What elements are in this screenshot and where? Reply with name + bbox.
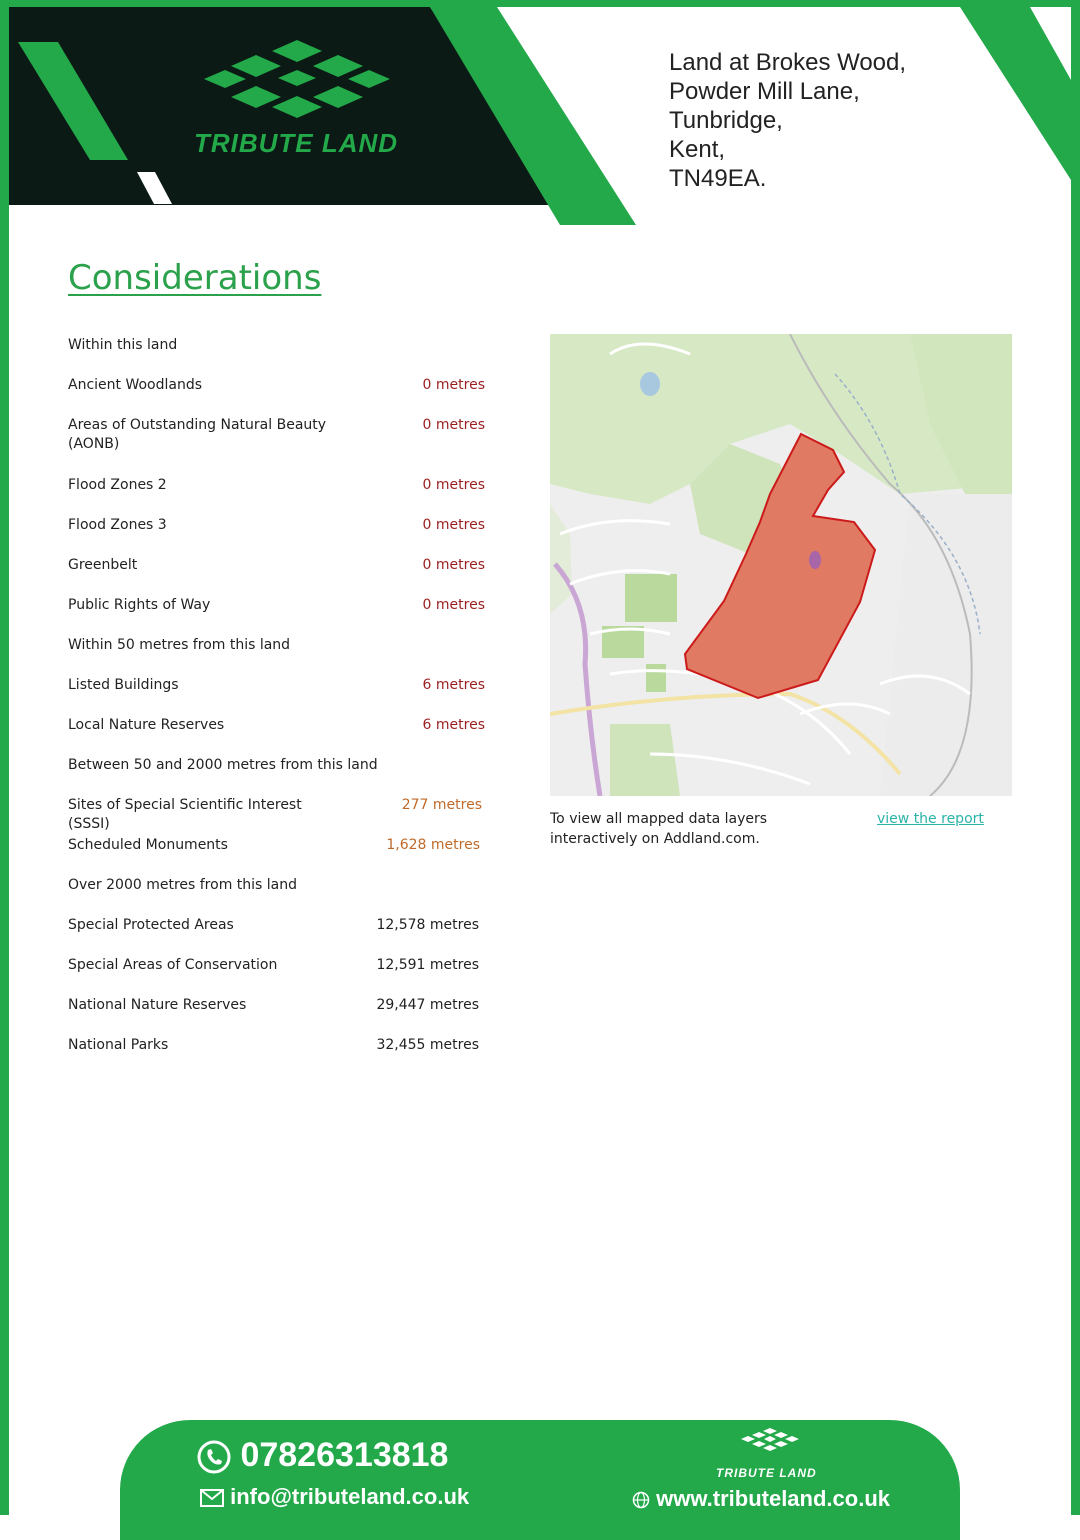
globe-icon: [632, 1491, 650, 1509]
considerations-row: [68, 554, 488, 594]
considerations-row: [68, 414, 488, 474]
footer-email-address: info@tributeland.co.uk: [230, 1484, 470, 1509]
row-label: Between 50 and 2000 metres from this land: [68, 757, 378, 773]
considerations-row: [68, 674, 488, 714]
considerations-row: [68, 714, 488, 754]
row-distance: 6 metres: [422, 677, 485, 693]
row-label: National Nature Reserves: [68, 997, 247, 1013]
considerations-row: [68, 514, 488, 554]
row-label: Ancient Woodlands: [68, 377, 203, 393]
considerations-row: [68, 954, 488, 994]
row-distance: 6 metres: [422, 717, 485, 733]
envelope-icon: [200, 1489, 224, 1507]
considerations-heading-row: [68, 754, 488, 794]
row-distance: 32,455 metres: [376, 1037, 479, 1053]
row-distance: 0 metres: [422, 597, 485, 613]
row-label: Special Areas of Conservation: [68, 957, 278, 973]
map-caption: To view all mapped data layers interactively on Addland.com.: [550, 811, 768, 847]
footer-website-url: www.tributeland.co.uk: [656, 1486, 890, 1511]
considerations-heading-row: [68, 634, 488, 674]
row-label: Local Nature Reserves: [68, 717, 225, 733]
considerations-row: [68, 374, 488, 414]
row-distance: 0 metres: [422, 517, 485, 533]
considerations-row: [68, 834, 488, 874]
considerations-row: [68, 994, 488, 1034]
phone-icon: [197, 1440, 231, 1474]
row-label: Over 2000 metres from this land: [68, 877, 298, 893]
row-label: Public Rights of Way: [68, 597, 211, 613]
section-title: Considerations: [68, 258, 322, 298]
considerations-heading-row: [68, 334, 488, 374]
address-line: Tunbridge,: [669, 107, 783, 134]
address-line: Land at Brokes Wood,: [669, 49, 907, 76]
header-right-stripe: [960, 7, 1071, 180]
footer-logo-mark: [730, 1427, 810, 1467]
considerations-row: [68, 594, 488, 634]
row-label: Scheduled Monuments: [68, 837, 228, 853]
row-distance: 0 metres: [422, 477, 485, 493]
address-line: Powder Mill Lane,: [669, 78, 860, 105]
row-label: Flood Zones 2: [68, 477, 167, 493]
considerations-heading-row: [68, 874, 488, 914]
considerations-list: [68, 334, 488, 1074]
row-distance: 277 metres: [401, 797, 482, 813]
row-label: National Parks: [68, 1037, 169, 1053]
row-distance: 12,591 metres: [376, 957, 479, 973]
row-label: Within this land: [68, 337, 178, 353]
site-map[interactable]: [550, 334, 1012, 796]
row-distance: 0 metres: [422, 417, 485, 433]
row-label: Special Protected Areas: [68, 917, 234, 933]
address-line: Kent,: [669, 136, 726, 163]
row-label: Sites of Special Scientific Interest (SSSI): [68, 797, 302, 832]
considerations-row: [68, 1034, 488, 1074]
footer-phone[interactable]: [197, 1436, 448, 1475]
considerations-row: [68, 474, 488, 514]
row-distance: 1,628 metres: [386, 837, 480, 853]
row-label: Flood Zones 3: [68, 517, 167, 533]
address-line: TN49EA.: [669, 165, 767, 192]
footer-phone-number: 07826313818: [240, 1436, 449, 1474]
considerations-row: [68, 794, 488, 834]
site-address: [669, 48, 906, 193]
row-label: Greenbelt: [68, 557, 138, 573]
row-label: Within 50 metres from this land: [68, 637, 291, 653]
footer-brand-text: TRIBUTE LAND: [716, 1466, 817, 1480]
row-distance: 0 metres: [422, 557, 485, 573]
view-report-link[interactable]: view the report: [877, 811, 984, 827]
row-label: Areas of Outstanding Natural Beauty (AONB): [68, 417, 327, 452]
footer-website[interactable]: [632, 1486, 890, 1512]
header-banner: [0, 0, 1080, 230]
row-distance: 29,447 metres: [376, 997, 479, 1013]
tribute-land-logo-text: TRIBUTE LAND: [193, 128, 399, 158]
row-distance: 12,578 metres: [376, 917, 479, 933]
footer-email[interactable]: [200, 1484, 469, 1510]
considerations-row: [68, 914, 488, 954]
row-distance: 0 metres: [422, 377, 485, 393]
row-label: Listed Buildings: [68, 677, 179, 693]
